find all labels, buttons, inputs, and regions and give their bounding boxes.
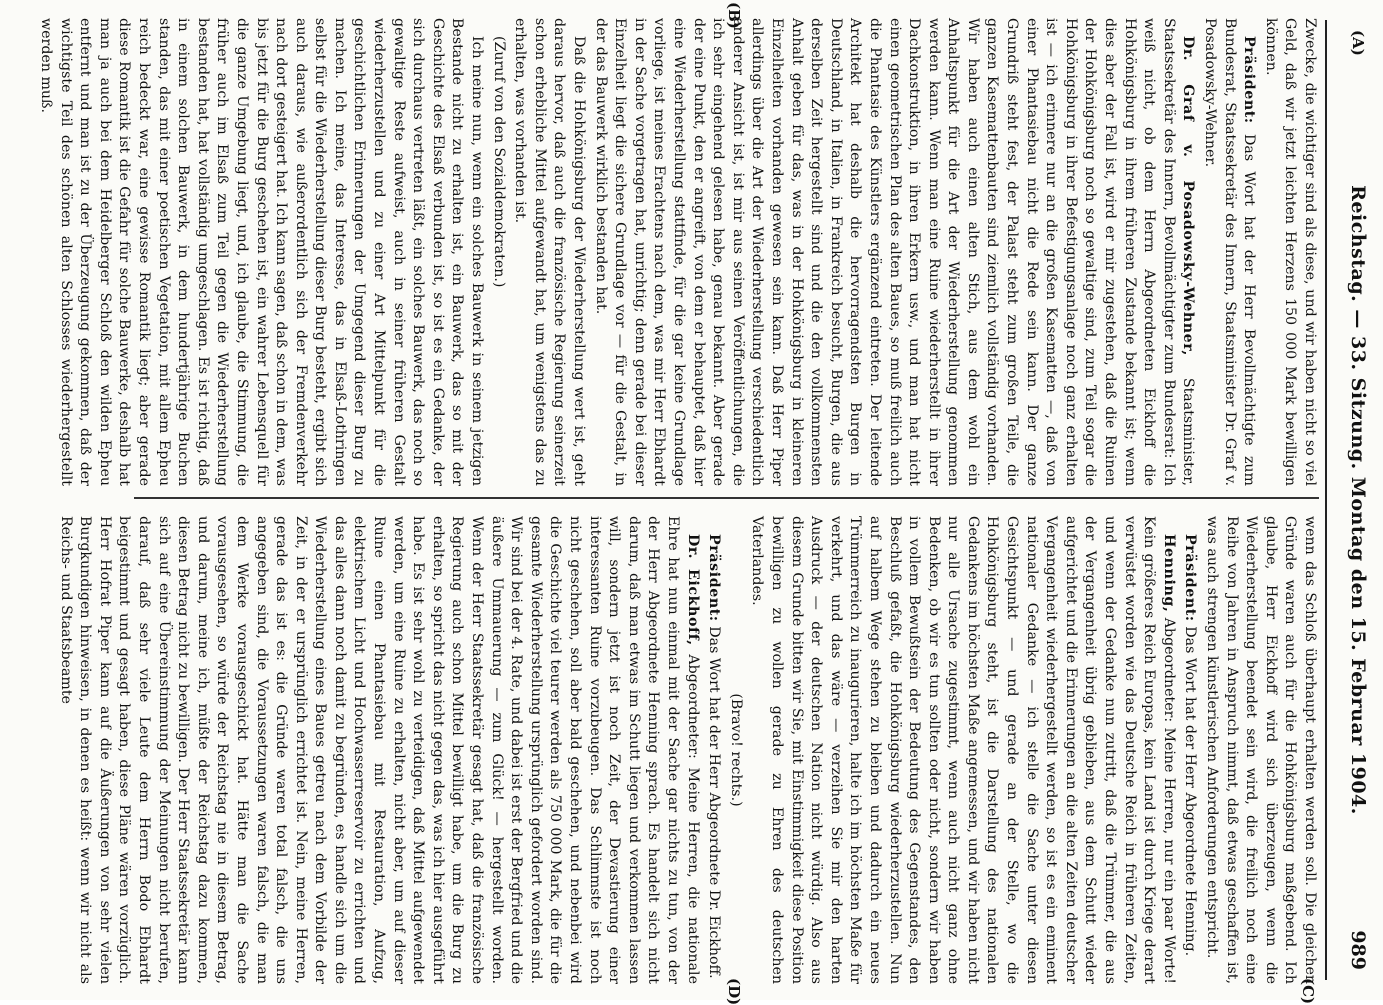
page-header [1331, 30, 1371, 970]
text-paragraph: (Zuruf von den Sozialdemokraten.) [490, 36, 507, 288]
column-marker-c: (C) [1299, 978, 1317, 1005]
speech-text: Abgeordneter: Meine Herren, nur ein paar Worte! Kein größeres Reich Europas, kein Land ist durch Kriege derart verwüstet worden wie das Deutsche Reich in früheren Zeiten, und wenn der Gedanke nun zutritt, daß die Trümmer, die aus der Vergangenheit übrig geblieben, aus dem Schutt wieder aufgerichtet und die Erinnerungen an die alten Zeiten deutscher Vergangenheit wiederhergestellt werden, so ist es ein eminent nationaler Gedanke — ich stelle die Sache unter diesen Gesichtspunkt — und gerade an der Stelle, wo die Hohkönigsburg steht, ist die Darstellung des nationalen Gedankens im höchsten Maße angemessen, und wir haben nicht nur alle Ursache zugestimmt, wenn auch nicht ganz ohne Bedenken, ob wir es tun sollten oder nicht, sondern wir haben in vollem Bewußtsein der Bedeutung des Gegenstandes, den Beschluß gefaßt, die Hohkönigsburg wiederherzustellen. Nun auf halbem Wege stehen zu bleiben und dadurch ein neues Trümmerreich zu inaugurieren, halte ich im höchsten Maße für verkehrt, und das wäre — verzeihen Sie mir den harten Ausdruck — der deutschen Nation nicht würdig. Also aus diesem Grunde bitten wir Sie, mit Einstimmigkeit diese Position bewilligen zu wollen gerade zu Ehren des deutschen Vaterlandes. [749, 516, 1177, 985]
column-divider [134, 497, 1319, 499]
header-rule [1325, 20, 1327, 980]
speaker-name: Präsident: [1241, 36, 1258, 124]
text-paragraph: Ich meine nun, wenn ein solches Bauwerk in seinem jetzigen Bestande nicht zu erhalten ist, ein Bauwerk, das so mit der Geschichte des Elsaß verbunden ist, so ist es ein Gedanke, der sich durchaus vertreten läßt, ein solches Bauwerk, das noch so gewaltige Reste aufweist, auch in seiner früheren Gestalt wiederherzustellen und zu einer Art Mittelpunkt für die geschichtlichen Erinnerungen der Umgegend dieser Burg zu machen. Ich meine, das Interesse, das in Elsaß-Lothringen selbst für die Wiederherstellung dieser Burg besteht, ergibt sich auch daraus, wie außerordentlich sich der Fremdenverkehr nach dort gesteigert hat. Ich kann sagen, daß schon in dem, was bis jetzt für die Burg geschehen ist, ein wahrer Lebensquell für die ganze Umgebung liegt, und, ich glaube, die Stimmung, die früher auch im Elsaß zum Teil gegen die Wiederherstellung bestanden hat, hat vollständig umgeschlagen. Es ist richtig, daß in einem solchen Bauwerk, in dem hundertjährige Buchen standen, das mit einer poetischen Vegetation, mit allem Epheu reich bedeckt war, eine gewisse Romantik liegt; aber gerade diese Romantik ist die Gefahr für solche Bauwerke, deshalb hat man ja auch bei dem Heidelberger Schloß den wilden Epheu entfernt und man ist zu der Überzeugung gekommen, daß der wichtigste Teil des schönen alten Schlosses wiederhergestellt werden muß. [38, 18, 486, 486]
speech-text: Das Wort hat der Herr Abgeordnete Henning. [1182, 626, 1199, 957]
speaker-name: Dr. Eickhoff, [684, 534, 701, 646]
text-paragraph: wenn das Schloß überhaupt erhalten werden soll. Die gleichen Gründe waren auch für die Hohkönigsburg maßgebend. Ich glaube, Herr Eickhoff wird sich überzeugen, wenn die Wiederherstellung beendet sein wird, die freilich noch eine Reihe von Jahren in Anspruch nimmt, daß etwas geschaffen ist, was auch strengen künstlerischen Anforderungen entspricht. [1204, 516, 1318, 984]
speech-paragraph [55, 516, 702, 984]
speaker-name: Dr. Graf v. Posadowsky-Wehner, [1180, 36, 1197, 356]
speech-text: Das Wort hat der Herr Abgeordnete Dr. Eickhoff. [706, 626, 723, 979]
column-marker-a: (A) [1349, 30, 1367, 56]
speech-paragraph [747, 516, 1178, 984]
speech-text: Staatsminister, Staatssekretär des Innern, Bevollmächtigter zum Bundesrat: Ich weiß nicht, ob dem Herrn Abgeordneten Eickhoff die Hohkönigsburg in ihrem früheren Zustande bekannt ist; wenn dies aber der Fall ist, wird er mir zugestehen, daß die Ruinen der Hohkönigsburg noch so gewaltige sind, zum Teil sogar die Hohkönigsburg in ihrer Befestigungsanlage noch ganz erhalten ist — ich erinnere nur an die großen Kasematten —, daß von einer Phantasiebau nicht die Rede sein kann. Der ganze Grundriß steht fest, der Palast steht zum großen Teile, die ganzen Kasemattenbauten sind ziemlich vollständig vorhanden. Wir haben auch einen alten Stich, aus dem wohl ein Anhaltspunkt für die Art der Wiederherstellung genommen werden kann. Wenn man eine Ruine wiederherstellt in ihrer Dachkonstruktion, in ihren Erkern usw., und man hat nicht einen geometrischen Plan des alten Baues, so muß freilich auch die Phantasie des Künstlers ergänzend eintreten. Der leitende Architekt hat deshalb die hervorragendsten Burgen in Deutschland, in Italien, in Frankreich besucht, Burgen, die aus derselben Zeit hergestellt sind und die den vollkommensten Anhalt geben für das, was in der Hohkönigsburg in kleineren Einzelheiten vorhanden gewesen sein kann. Daß Herr Piper allerdings über die Art der Wiederherstellung verschiedentlich anderer Ansicht ist, ist mir aus seinen Veröffentlichungen, die ich sehr eingehend gelesen habe, genau bekannt. Aber gerade der eine Punkt, den er angreift, von dem er behauptet, daß hier eine Wiederherstellung stattfinde, für die gar keine Grundlage vorliege, ist meines Erachtens nach dem, was mir Herr Ebhardt in der Sache vorgetragen hat, unrichtig; denn gerade bei dieser Einzelheit liegt die sichere Grundlage vor — für die Gestalt, in der das Bauwerk wirklich bestanden hat. [592, 18, 1197, 486]
speech-text: Abgeordneter: Meine Herren, die nationale Ehre hat nun einmal mit der Sache gar nichts zu tun, von der der Herr Abgeordnete Henning sprach. Es handelt sich nicht darum, daß man etwas im Schutt liegen und verkommen lassen will, sondern jetzt ist noch Zeit, der Devastierung einer interessanten Ruine vorzubeugen. Das Schlimmste ist noch nicht geschehen, soll aber bald geschehen, und nebenbei wird die Geschichte viel teurer werden als 750 000 Mark, die für die gesamte Wiederherstellung ursprünglich gefordert worden sind. Wir sind bei der 4. Rate, und dabei ist erst der Bergfried und die äußere Ummauerung — zum Glück! — hergestellt worden. Wenn der Herr Staatssekretär gesagt hat, daß die französische Regierung auch schon Mittel bewilligt habe, um die Burg zu erhalten, so spricht das nicht gegen das, was ich hier ausgeführt habe. Es ist sehr wohl zu verteidigen, daß Mittel aufgewendet werden, um eine Ruine zu erhalten, nicht aber, um auf dieser Ruine einen Phantasiebau mit Restauration, Aufzug, elektrischem Licht und Hochwasserreservoir zu errichten und das alles dann noch damit zu begründen, es handle sich um die Wiederherstellung eines Baues getreu nach dem Vorbilde der Zeit, in der er ursprünglich errichtet ist. Nein, meine Herren, gerade das ist es: die Gründe waren total falsch, die uns angegeben sind, die Voraussetzungen waren falsch, die man dem Werke vorausgeschickt hat. Hätte man die Sache vorausgesehen, so würde der Reichstag nie in diesem Betrag, und darum, meine ich, müßte der Reichstag dazu kommen, diesen Betrag nicht zu bewilligen. Der Herr Staatssekretär kann sich auf eine Übereinstimmung der Meinungen nicht berufen, darauf, daß sehr viele Leute dem Herrn Bodo Ebhardt beigestimmt und gesagt haben, diese Pläne wären vorzüglich. Herr Hofrat Piper kann auf die Äußerungen von sehr vielen Burgkundigen hinweisen, in denen es heißt: wenn wir nicht als Reichs- und Staatsbeamte [57, 516, 701, 984]
column-marker-b: (B) [725, 2, 743, 29]
text-paragraph: Zwecke, die wichtiger sind als diese, und wir haben nicht so viel Geld, daß wir jetzt leichten Herzens 150 000 Mark bewilligen können. [1262, 18, 1318, 486]
left-column [38, 18, 1319, 487]
speech-paragraph [1180, 516, 1200, 984]
speaker-name: Henning, [1160, 534, 1177, 613]
page-number: 989 [1347, 930, 1369, 970]
page-title: Reichstag. — 33. Sitzung. Montag den 15. Februar 1904. [1347, 185, 1369, 815]
speech-text: Das Wort hat der Herr Bevollmächtigte zum Bundesrat, Staatssekretär des Innern, Staatsminister Dr. Graf v. Posadowsky-Wehner. [1202, 18, 1258, 487]
column-marker-d: (D) [725, 978, 743, 1005]
speaker-name: Präsident: [706, 534, 723, 622]
stage-direction: (Bravo! rechts.) [727, 693, 744, 807]
right-column [57, 516, 1319, 985]
speaker-name: Präsident: [1182, 534, 1199, 622]
speech-paragraph [1199, 18, 1258, 486]
speech-paragraph [590, 18, 1197, 486]
speech-paragraph [704, 516, 724, 984]
text-paragraph: Daß die Hohkönigsburg der Wiederherstellung wert ist, geht daraus hervor, daß auch die französische Regierung seinerzeit schon erhebliche Mittel aufgewandt hat, um wenigstens das zu erhalten, was vorhanden ist. [512, 18, 588, 486]
